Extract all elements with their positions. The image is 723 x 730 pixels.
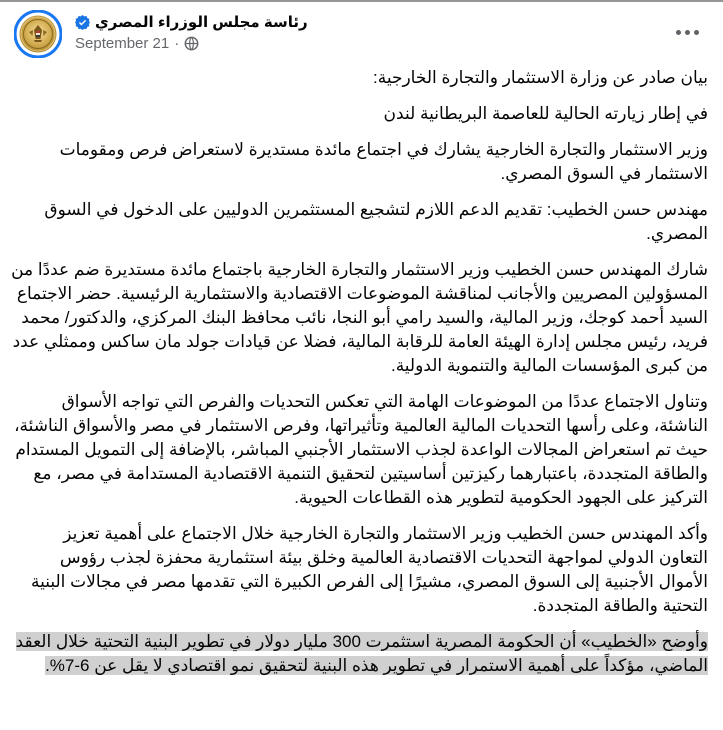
post-header [0, 2, 723, 60]
ellipsis-icon [685, 30, 690, 35]
verified-badge-icon [75, 15, 90, 30]
header-text-block [75, 10, 308, 52]
post-paragraph: بيان صادر عن وزارة الاستثمار والتجارة الخارجية: [373, 68, 708, 87]
page-avatar[interactable] [14, 10, 62, 58]
post-timestamp[interactable]: September 21 [75, 35, 170, 52]
meta-separator: · [174, 35, 180, 52]
post-paragraph: مهندس حسن الخطيب: تقديم الدعم اللازم لتشجيع المستثمرين الدوليين على الدخول في السوق المصري. [44, 200, 708, 243]
page-name[interactable]: رئاسة مجلس الوزراء المصري [95, 14, 308, 31]
post-paragraph: في إطار زيارته الحالية للعاصمة البريطانية لندن [383, 104, 708, 123]
post-paragraph: وزير الاستثمار والتجارة الخارجية يشارك في اجتماع مائدة مستديرة لاستعراض فرص ومقومات الاستثمار في السوق المصري. [59, 140, 708, 183]
post-paragraph-highlighted [10, 630, 708, 678]
globe-public-icon [184, 36, 199, 51]
post-meta-row [75, 35, 308, 52]
more-options-button[interactable] [672, 24, 703, 41]
page-name-row [75, 13, 308, 31]
ellipsis-icon [694, 30, 699, 35]
cabinet-logo-icon [14, 10, 62, 58]
post-body [0, 60, 723, 688]
post-paragraph: شارك المهندس حسن الخطيب وزير الاستثمار والتجارة الخارجية باجتماع مائدة مستديرة ضم عددًا من المسؤولين المصريين والأجانب لمناقشة الموضوعات الاقتصادية والاستثمارية الرئيسية. حضر الاجتماع السيد أحمد كوجك، وزير المالية، والسيد رامي أبو النجا، نائب محافظ البنك المركزي، والدكتور/ محمد فريد، رئيس مجلس إدارة الهيئة العامة للرقابة المالية، فضلا عن قيادات جولد مان ساكس وممثلي عدد من كبرى المؤسسات المالية والتنموية الدولية. [11, 260, 708, 375]
post-paragraph: وتناول الاجتماع عددًا من الموضوعات الهامة التي تعكس التحديات والفرص التي تواجه الأسواق الناشئة، وعلى رأسها التحديات المالية العالمية وتأثيراتها، وفرص الاستثمار في مصر والأسواق الناشئة، حيث تم استعراض المجالات الواعدة لجذب الاستثمار الأجنبي المباشر، بالإضافة إلى التمويل المستدام والطاقة المتجددة، باعتبارهما ركيزتين أساسيتين لتحقيق التنمية الاقتصادية المستدامة في مصر، مع التركيز على الجهود الحكومية لتطوير هذه القطاعات الحيوية. [14, 392, 708, 507]
post-paragraph: وأكد المهندس حسن الخطيب وزير الاستثمار والتجارة الخارجية خلال الاجتماع على أهمية تعزيز التعاون الدولي لمواجهة التحديات الاقتصادية العالمية وخلق بيئة استثمارية محفزة لجذب رؤوس الأموال الأجنبية إلى السوق المصري، مشيرًا إلى الفرص الكبيرة التي تقدمها مصر في مجالات البنية التحتية والطاقة المتجددة. [30, 524, 708, 615]
selected-text: وأوضح «الخطيب» أن الحكومة المصرية استثمرت 300 مليار دولار في تطوير البنية التحتية خلال العقد الماضي، مؤكداً على أهمية الاستمرار في تطوير هذه البنية لتحقيق نمو اقتصادي لا يقل عن 6-7%. [15, 632, 708, 675]
ellipsis-icon [676, 30, 681, 35]
